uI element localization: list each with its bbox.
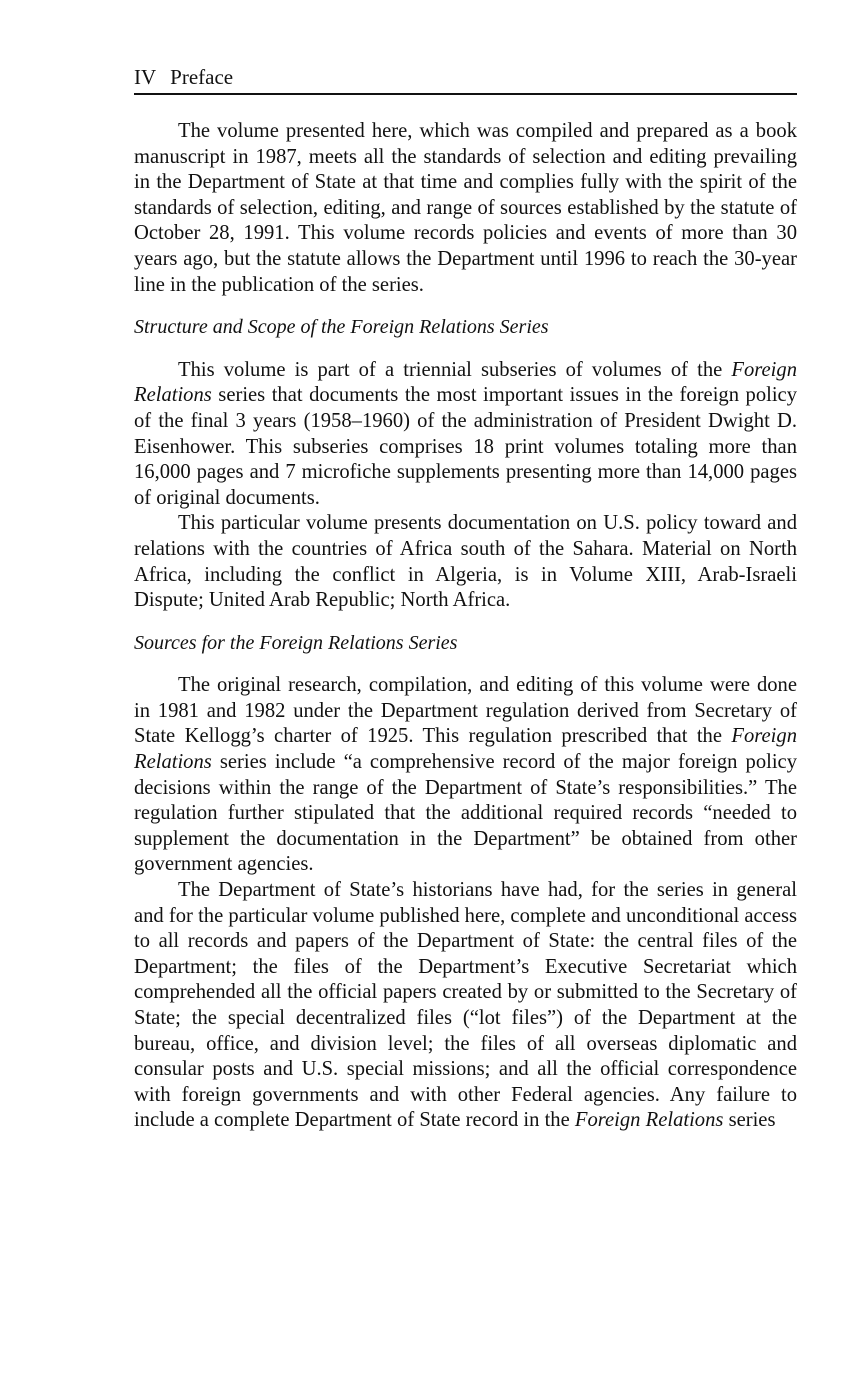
section-heading-sources: Sources for the Foreign Relations Series xyxy=(134,631,458,654)
document-page xyxy=(134,62,797,1134)
paragraph-2: This volume is part of a triennial subseries of volumes of the Foreign Relations series that documents the most important issues in the foreign policy of the final 3 years (1958–1960) of the administration of President Dwight D. Eisenhower. This subseries comprises 18 print volumes totaling more than 16,000 pages and 7 microfiche supplements presenting more than 14,000 pages of original documents. xyxy=(134,358,797,509)
series-title-italic: Foreign Relations xyxy=(574,1109,724,1132)
series-title-italic: Foreign Relations xyxy=(134,725,797,774)
series-title-italic: Foreign Relations xyxy=(134,358,797,407)
paragraph-5: The Department of State’s historians have had, for the series in general and for the particular volume published here, complete and unconditional access to all records and papers of the Department of State: the central files of the Department; the files of the Department’s Executive Secretariat which comprehended all the official papers created by or submitted to the Secretary of State; the special decentralized files (“lot files”) of the Department at the bureau, office, and division level; the files of all overseas diplomatic and consular posts and U.S. special missions; and all the official correspondence with foreign governments and with other Federal agencies. Any failure to include a complete Department of State record in the Foreign Relations series xyxy=(134,879,797,1132)
page-number: IV xyxy=(134,65,157,89)
paragraph-4: The original research, compilation, and editing of this volume were done in 1981 and 1982 under the Department regulation derived from Secretary of State Kellogg’s charter of 1925. This regulation prescribed that the Foreign Relations series include “a comprehensive record of the major foreign policy decisions within the range of the Department of State’s responsibilities.” The regulation further stipulated that the additional required records “needed to supplement the documentation in the Department” be obtained from other government agencies. xyxy=(134,674,797,876)
paragraph-1: The volume presented here, which was compiled and prepared as a book manuscript in 1987, meets all the standards of selection and editing prevailing in the Department of State at that time and complies fully with the spirit of the standards of selection, editing, and range of sources established by the statute of October 28, 1991. This volume records policies and events of more than 30 years ago, but the statute allows the Department until 1996 to reach the 30-year line in the publication of the series. xyxy=(134,120,797,296)
section-heading-structure: Structure and Scope of the Foreign Relations Series xyxy=(134,316,549,339)
running-head xyxy=(134,62,797,95)
running-head-title: Preface xyxy=(170,65,234,89)
paragraph-3: This particular volume presents documentation on U.S. policy toward and relations with the countries of Africa south of the Sahara. Material on North Africa, including the conflict in Algeria, is in Volume XIII, Arab-Israeli Dispute; United Arab Republic; North Africa. xyxy=(134,512,797,612)
body-text xyxy=(134,119,797,1134)
